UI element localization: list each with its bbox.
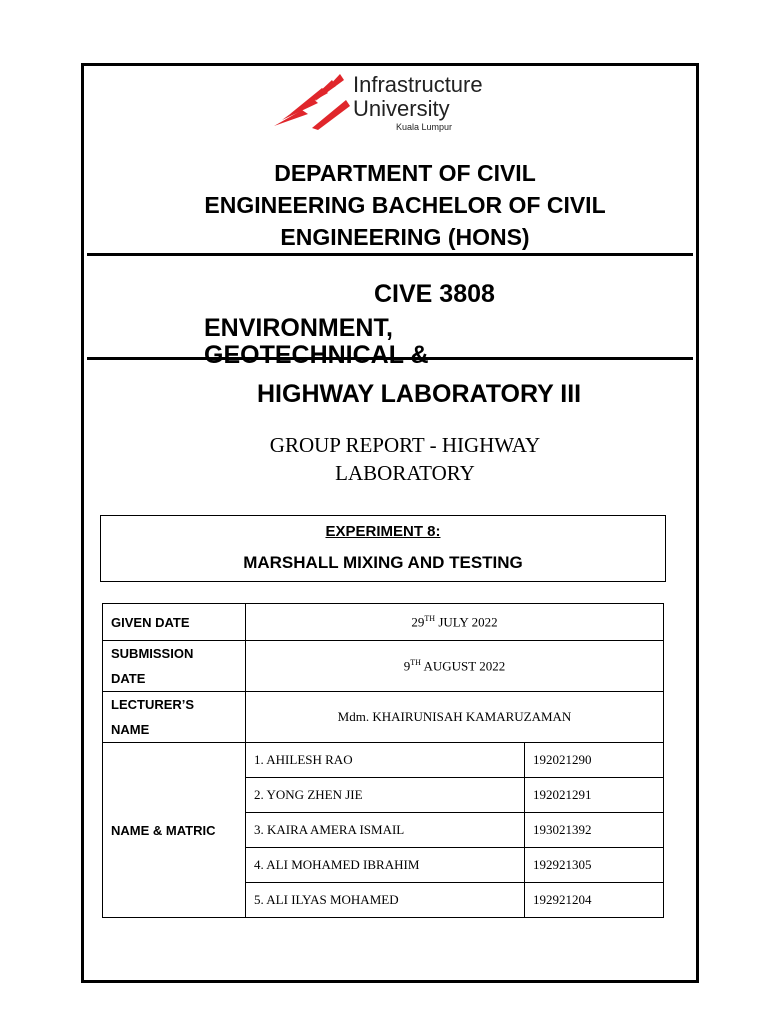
info-table xyxy=(102,603,664,918)
logo-mark-icon xyxy=(272,70,352,130)
member-matric: 192021291 xyxy=(525,778,664,813)
divider-bottom xyxy=(87,357,693,360)
experiment-title: MARSHALL MIXING AND TESTING xyxy=(243,553,523,572)
university-logo xyxy=(272,70,512,132)
member-name: 3. KAIRA AMERA ISMAIL xyxy=(246,813,525,848)
report-title-line-1: GROUP REPORT - HIGHWAY xyxy=(269,433,541,457)
course-title-line-3: HIGHWAY LABORATORY III xyxy=(257,380,582,408)
table-row xyxy=(103,743,664,778)
submission-day: 9 xyxy=(403,658,411,674)
name-matric-label: NAME & MATRIC xyxy=(103,743,246,918)
lecturer-label-1: LECTURER’S xyxy=(111,697,195,712)
logo-line-2: University xyxy=(353,96,450,121)
submission-sup: TH xyxy=(410,657,421,667)
report-title-line-2: LABORATORY xyxy=(335,461,475,485)
table-row xyxy=(103,692,664,743)
given-date-label: GIVEN DATE xyxy=(103,604,246,641)
logo-line-3: Kuala Lumpur xyxy=(396,122,453,132)
member-name: 2. YONG ZHEN JIE xyxy=(246,778,525,813)
given-date-value xyxy=(246,604,664,641)
member-matric: 192921305 xyxy=(525,848,664,883)
divider-top xyxy=(87,253,693,256)
member-matric: 193021392 xyxy=(525,813,664,848)
course-title-line-2: GEOTECHNICAL & xyxy=(204,341,429,369)
member-name: 5. ALI ILYAS MOHAMED xyxy=(246,883,525,918)
experiment-box xyxy=(100,515,666,582)
table-row xyxy=(103,641,664,692)
submission-date-label xyxy=(103,641,246,692)
member-name: 1. AHILESH RAO xyxy=(246,743,525,778)
member-name: 4. ALI MOHAMED IBRAHIM xyxy=(246,848,525,883)
submission-label-2: DATE xyxy=(111,671,146,686)
submission-date-value xyxy=(246,641,664,692)
lecturer-label-2: NAME xyxy=(111,722,150,737)
submission-label-1: SUBMISSION xyxy=(111,646,194,661)
member-matric: 192921204 xyxy=(525,883,664,918)
logo-line-1: Infrastructure xyxy=(353,72,483,97)
member-matric: 192021290 xyxy=(525,743,664,778)
given-rest: JULY 2022 xyxy=(435,614,498,630)
department-line-1: DEPARTMENT OF CIVIL xyxy=(274,160,536,186)
lecturer-name: Mdm. KHAIRUNISAH KAMARUZAMAN xyxy=(246,692,664,743)
course-code: CIVE 3808 xyxy=(374,280,495,308)
department-line-3: ENGINEERING (HONS) xyxy=(280,224,530,250)
course-title-line-1: ENVIRONMENT, xyxy=(204,314,393,342)
lecturer-label xyxy=(103,692,246,743)
given-sup: TH xyxy=(424,613,436,623)
given-day: 29 xyxy=(411,614,425,630)
table-row xyxy=(103,604,664,641)
experiment-number: EXPERIMENT 8: xyxy=(325,523,441,540)
department-line-2: ENGINEERING BACHELOR OF CIVIL xyxy=(204,192,606,218)
submission-rest: AUGUST 2022 xyxy=(420,658,506,674)
